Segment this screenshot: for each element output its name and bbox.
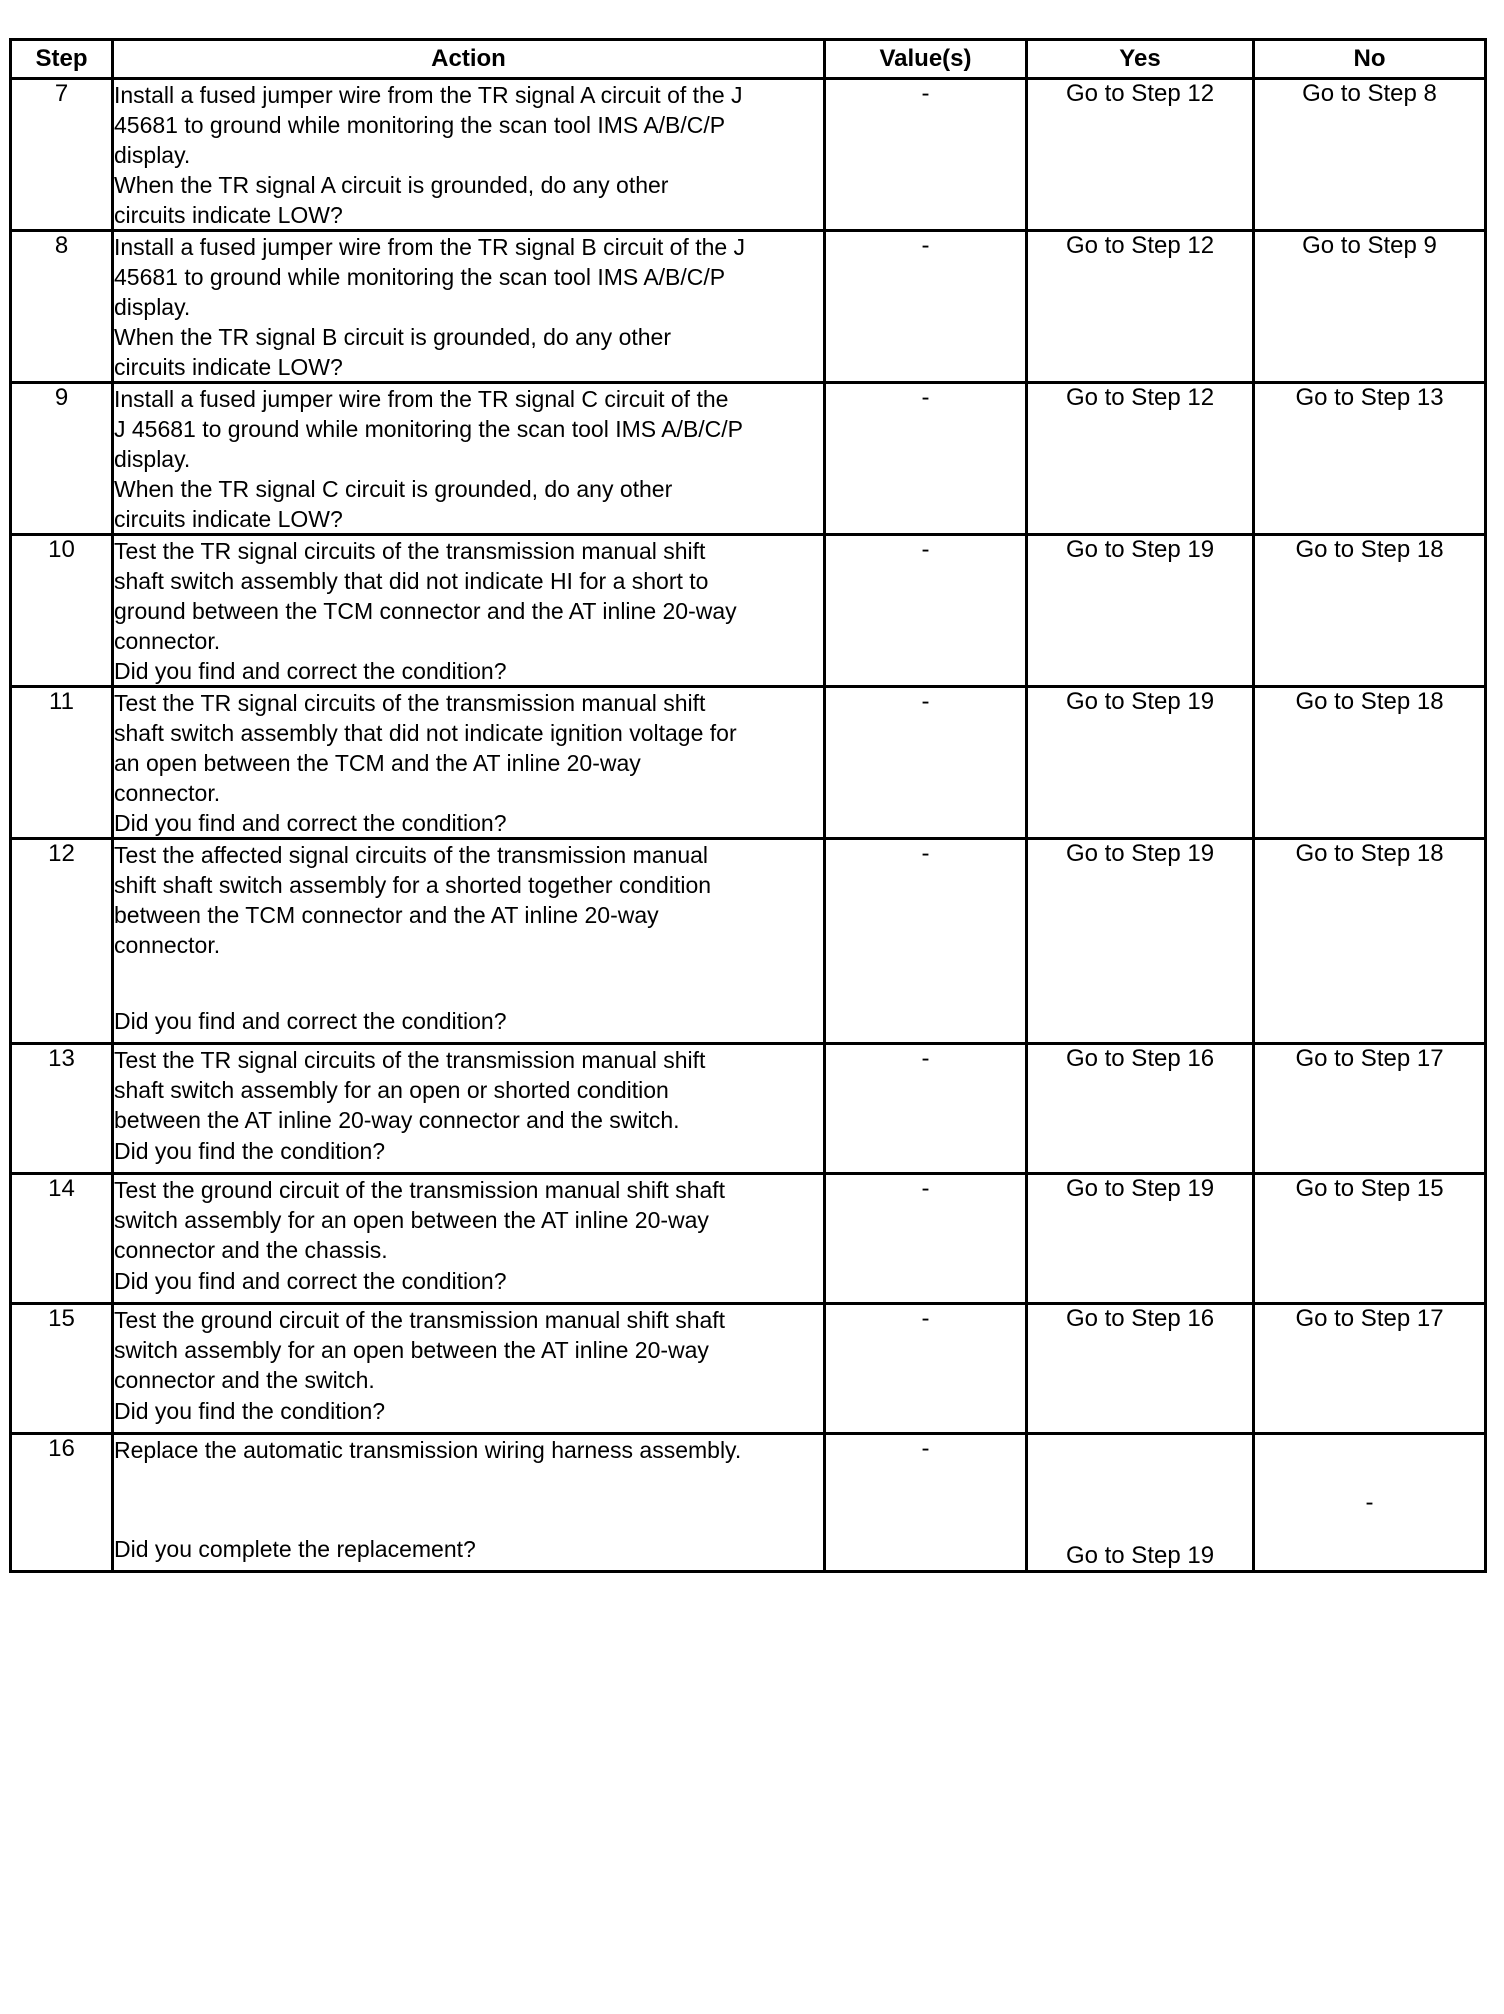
- value-cell: -: [825, 535, 1027, 687]
- question-text-line: Did you find and correct the condition?: [114, 1268, 507, 1294]
- no-cell: Go to Step 17: [1254, 1044, 1486, 1174]
- yes-cell: Go to Step 19: [1027, 687, 1254, 839]
- step-number: 12: [11, 839, 113, 1044]
- question-text-line: When the TR signal C circuit is grounded, do any other: [114, 476, 673, 502]
- action-question: [114, 322, 823, 382]
- action-text-line: connector.: [114, 932, 221, 958]
- yes-cell: Go to Step 19: [1027, 535, 1254, 687]
- action-text-line: between the TCM connector and the AT inline 20-way: [114, 902, 659, 928]
- action-text-line: shaft switch assembly that did not indicate ignition voltage for: [114, 720, 737, 746]
- yes-cell: Go to Step 19: [1027, 1174, 1254, 1304]
- action-text-line: Install a fused jumper wire from the TR signal A circuit of the J: [114, 82, 743, 108]
- action-instruction: [114, 1045, 823, 1135]
- action-cell: [113, 1304, 825, 1434]
- no-cell: Go to Step 18: [1254, 839, 1486, 1044]
- action-question: [114, 1006, 823, 1036]
- action-text-line: between the AT inline 20-way connector and the switch.: [114, 1107, 680, 1133]
- table-row: [11, 687, 1486, 839]
- question-text-line: When the TR signal A circuit is grounded, do any other: [114, 172, 669, 198]
- yes-cell: Go to Step 12: [1027, 79, 1254, 231]
- action-cell: [113, 383, 825, 535]
- action-text-line: switch assembly for an open between the AT inline 20-way: [114, 1207, 709, 1233]
- action-text-line: Install a fused jumper wire from the TR signal C circuit of the: [114, 386, 729, 412]
- value-cell: -: [825, 231, 1027, 383]
- action-text-line: J 45681 to ground while monitoring the scan tool IMS A/B/C/P: [114, 416, 744, 442]
- header-action: Action: [113, 40, 825, 79]
- yes-cell: Go to Step 12: [1027, 383, 1254, 535]
- step-number: 13: [11, 1044, 113, 1174]
- table-row: [11, 79, 1486, 231]
- step-number: 15: [11, 1304, 113, 1434]
- header-yes: Yes: [1027, 40, 1254, 79]
- yes-cell: Go to Step 16: [1027, 1044, 1254, 1174]
- action-instruction: [114, 80, 823, 170]
- action-question: [114, 1136, 823, 1166]
- no-cell: -: [1254, 1434, 1486, 1572]
- action-instruction: [114, 1435, 823, 1465]
- action-text-line: Replace the automatic transmission wiring harness assembly.: [114, 1437, 742, 1463]
- action-text-line: ground between the TCM connector and the AT inline 20-way: [114, 598, 737, 624]
- table-row: [11, 839, 1486, 1044]
- action-cell: [113, 1434, 825, 1572]
- action-text-line: connector.: [114, 780, 221, 806]
- table-row: [11, 1304, 1486, 1434]
- yes-cell: Go to Step 19: [1027, 839, 1254, 1044]
- action-question: [114, 1266, 823, 1296]
- action-text-line: Test the TR signal circuits of the transmission manual shift: [114, 1047, 706, 1073]
- action-cell: [113, 1174, 825, 1304]
- value-cell: -: [825, 1044, 1027, 1174]
- action-text-line: Test the TR signal circuits of the transmission manual shift: [114, 538, 706, 564]
- action-text-line: display.: [114, 446, 191, 472]
- header-step: Step: [11, 40, 113, 79]
- action-text-line: switch assembly for an open between the AT inline 20-way: [114, 1337, 709, 1363]
- action-cell: [113, 839, 825, 1044]
- value-cell: -: [825, 383, 1027, 535]
- question-text-line: Did you find the condition?: [114, 1398, 386, 1424]
- action-text-line: Test the TR signal circuits of the transmission manual shift: [114, 690, 706, 716]
- action-text-line: an open between the TCM and the AT inline 20-way: [114, 750, 641, 776]
- step-number: 7: [11, 79, 113, 231]
- action-instruction: [114, 384, 823, 474]
- question-text-line: When the TR signal B circuit is grounded, do any other: [114, 324, 671, 350]
- question-text-line: circuits indicate LOW?: [114, 506, 343, 532]
- action-instruction: [114, 536, 823, 656]
- action-text-line: shift shaft switch assembly for a shorted together condition: [114, 872, 712, 898]
- value-cell: -: [825, 79, 1027, 231]
- action-text-line: connector and the switch.: [114, 1367, 375, 1393]
- action-text-line: Install a fused jumper wire from the TR signal B circuit of the J: [114, 234, 746, 260]
- value-cell: -: [825, 687, 1027, 839]
- action-text-line: display.: [114, 142, 191, 168]
- question-text-line: Did you complete the replacement?: [114, 1536, 476, 1562]
- action-instruction: [114, 840, 823, 960]
- action-question: [114, 1534, 823, 1564]
- action-text-line: 45681 to ground while monitoring the scan tool IMS A/B/C/P: [114, 264, 726, 290]
- question-text-line: Did you find and correct the condition?: [114, 810, 507, 836]
- action-cell: [113, 231, 825, 383]
- action-question: [114, 656, 823, 686]
- question-text-line: Did you find the condition?: [114, 1138, 386, 1164]
- value-cell: -: [825, 839, 1027, 1044]
- action-instruction: [114, 688, 823, 808]
- no-cell: Go to Step 13: [1254, 383, 1486, 535]
- no-cell: Go to Step 8: [1254, 79, 1486, 231]
- action-text-line: connector.: [114, 628, 221, 654]
- yes-cell: Go to Step 16: [1027, 1304, 1254, 1434]
- table-row: [11, 231, 1486, 383]
- value-cell: -: [825, 1304, 1027, 1434]
- diagnostic-table-page: [9, 38, 1484, 1573]
- action-text-line: shaft switch assembly that did not indicate HI for a short to: [114, 568, 709, 594]
- no-cell: Go to Step 17: [1254, 1304, 1486, 1434]
- action-cell: [113, 535, 825, 687]
- step-number: 14: [11, 1174, 113, 1304]
- no-cell: Go to Step 9: [1254, 231, 1486, 383]
- table-header-row: [11, 40, 1486, 79]
- diagnostic-step-table: [9, 38, 1487, 1573]
- action-question: [114, 474, 823, 534]
- action-cell: [113, 1044, 825, 1174]
- question-text-line: Did you find and correct the condition?: [114, 1008, 507, 1034]
- table-body: [11, 79, 1486, 1572]
- action-question: [114, 1396, 823, 1426]
- table-row: [11, 1044, 1486, 1174]
- action-instruction: [114, 1175, 823, 1265]
- step-number: 16: [11, 1434, 113, 1572]
- action-cell: [113, 79, 825, 231]
- action-question: [114, 808, 823, 838]
- action-text-line: Test the ground circuit of the transmission manual shift shaft: [114, 1177, 726, 1203]
- action-question: [114, 170, 823, 230]
- table-row: [11, 1434, 1486, 1572]
- action-text-line: shaft switch assembly for an open or shorted condition: [114, 1077, 669, 1103]
- yes-cell: Go to Step 12: [1027, 231, 1254, 383]
- question-text-line: Did you find and correct the condition?: [114, 658, 507, 684]
- no-cell: Go to Step 15: [1254, 1174, 1486, 1304]
- yes-cell: Go to Step 19: [1027, 1434, 1254, 1572]
- header-values: Value(s): [825, 40, 1027, 79]
- table-row: [11, 1174, 1486, 1304]
- step-number: 11: [11, 687, 113, 839]
- action-text-line: Test the ground circuit of the transmission manual shift shaft: [114, 1307, 726, 1333]
- action-instruction: [114, 1305, 823, 1395]
- no-cell: Go to Step 18: [1254, 535, 1486, 687]
- action-text-line: Test the affected signal circuits of the transmission manual: [114, 842, 709, 868]
- value-cell: -: [825, 1434, 1027, 1572]
- question-text-line: circuits indicate LOW?: [114, 202, 343, 228]
- value-cell: -: [825, 1174, 1027, 1304]
- question-text-line: circuits indicate LOW?: [114, 354, 343, 380]
- action-text-line: display.: [114, 294, 191, 320]
- table-row: [11, 383, 1486, 535]
- action-instruction: [114, 232, 823, 322]
- header-no: No: [1254, 40, 1486, 79]
- step-number: 10: [11, 535, 113, 687]
- action-text-line: connector and the chassis.: [114, 1237, 388, 1263]
- step-number: 9: [11, 383, 113, 535]
- step-number: 8: [11, 231, 113, 383]
- table-row: [11, 535, 1486, 687]
- no-cell: Go to Step 18: [1254, 687, 1486, 839]
- action-cell: [113, 687, 825, 839]
- action-text-line: 45681 to ground while monitoring the scan tool IMS A/B/C/P: [114, 112, 726, 138]
